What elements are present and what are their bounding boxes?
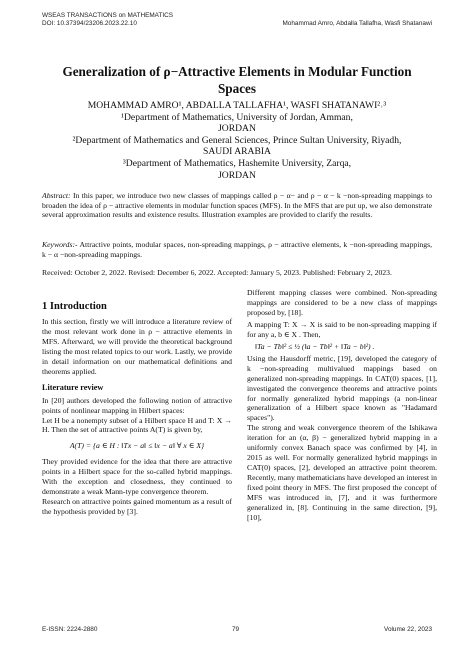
publication-dates: Received: October 2, 2022. Revised: December 6, 2022. Accepted: January 5, 2023. Published: February 2, 2023. [42, 268, 392, 277]
paper-title: Generalization of ρ−Attractive Elements in Modular Function Spaces [62, 64, 412, 96]
page-number: 79 [232, 626, 240, 633]
section-heading-introduction: 1 Introduction [42, 301, 107, 312]
author-block [42, 100, 432, 181]
paragraph: The strong and weak convergence theorem of the Ishikawa iteration for an (α, β) − generalized hybrid mapping in a uniformly convex Banach space was confirmed by [4], in 2015 as well. For normally generalized hybrid mappings in CAT(0) spaces, [2], developed an attractive point theorem. Recently, many mathematicians have developed an interest in fixed point theory in MFS. The first proposed the concept of MFS was introduced in, [7], and it was furthermore generalized in, [8]. Continuing in the same direction, [9], [10], [247, 423, 437, 522]
subsection-heading-literature-review: Literature review [42, 382, 104, 392]
right-column [247, 288, 437, 523]
affiliation-3-country: JORDAN [218, 169, 256, 181]
paragraph: A mapping T: X → X is said to be non-spreading mapping if for any a, b ∈ X . Then, [247, 319, 437, 339]
equation-attractive-points: A(T) = {a ∈ H : ‖Tx − a‖ ≤ ‖x − a‖ ∀ x ∈ X} [69, 441, 205, 451]
paragraph: Research on attractive points gained momentum as a result of the hypothesis provided by [3]. [42, 497, 232, 517]
abstract-text: In this paper, we introduce two new classes of mappings called ρ − α− and ρ − α − k −non-spreading mappings to broaden the idea of ρ − attractive elements in modular function spaces (MFS). In the MFS that are put up, we also demonstrate several approximation results and existence results. Illustration examples are provided to clarify the results. [42, 191, 432, 220]
footer-volume: Volume 22, 2023 [384, 626, 432, 633]
author-names: MOHAMMAD AMRO¹, ABDALLA TALLAFHA¹, WASFI SHATANAWI²˒³ [87, 100, 387, 111]
paragraph: In this section, firstly we will introduce a literature review of the most relevant work done in ρ − attractive elements in MFS. Afterward, we will provide the theoretical background listing the most related topics to our work. Lastly, we provide in detail information on our mathematical definitions and theorems applied. [42, 316, 232, 376]
left-column [42, 290, 232, 517]
paragraph: Using the Hausdorff metric, [19], developed the category of k −non-spreading multivalued mappings based on generalized non-spreading mappings. In CAT(0) spaces, [1], investigated the convergence theorems and attractive points for normally generalized hybrid mappings (a non-linear generalization of a Hilbert space known as "Hadamard spaces"). [247, 353, 437, 423]
paragraph: In [20] authors developed the following notion of attractive points of nonlinear mapping in Hilbert spaces: [42, 395, 232, 415]
running-header-left [42, 12, 173, 28]
running-header-authors: Mohammad Amro, Abdalla Tallafha, Wasfi Shatanawi [282, 20, 432, 27]
affiliation-3: ³Department of Mathematics, Hashemite University, Zarqa, [122, 157, 352, 169]
paragraph: Different mapping classes were combined. Non-spreading mappings are considered to be a new class of mappings proposed by, [18]. [247, 288, 437, 317]
footer-eissn: E-ISSN: 2224-2880 [42, 626, 98, 633]
journal-name: WSEAS TRANSACTIONS on MATHEMATICS [42, 12, 174, 19]
paragraph: They provided evidence for the idea that there are attractive points in a Hilbert space for the so-called hybrid mappings. With the exception and closedness, they continued to demonstrate a weak Mann-type convergence theorem. [42, 457, 232, 497]
abstract [42, 191, 432, 220]
abstract-label: Abstract: [42, 191, 71, 200]
doi[interactable]: DOI: 10.37394/23206.2023.22.10 [42, 20, 137, 27]
affiliation-1: ¹Department of Mathematics, University of Jordan, Amman, [121, 111, 353, 123]
keywords-label: Keywords:- [42, 240, 78, 249]
keywords-text: Attractive points, modular spaces, non-spreading mappings, ρ − attractive elements, k −non-spreading mappings, k − α −non-spreading mappings. [42, 240, 432, 259]
keywords [42, 240, 432, 259]
affiliation-2-country: SAUDI ARABIA [203, 146, 271, 158]
paragraph: Let H be a nonempty subset of a Hilbert space H and T: X → H. Then the set of attractive points A(T) is given by, [42, 415, 232, 435]
equation-non-spreading: ‖Ta − Tb‖² ≤ ½ (‖a − Tb‖² + ‖Ta − b‖²) . [255, 341, 375, 351]
affiliation-1-country: JORDAN [218, 123, 256, 135]
affiliation-2: ²Department of Mathematics and General Sciences, Prince Sultan University, Riyadh, [72, 134, 402, 146]
